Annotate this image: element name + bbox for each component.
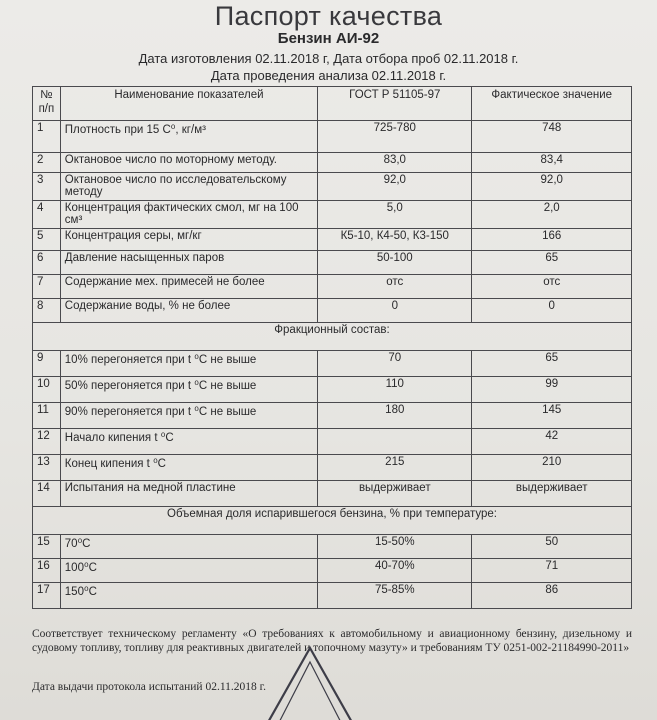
stamp-mark: [250, 640, 370, 720]
row-number: 7: [33, 275, 61, 299]
table-row: [33, 251, 632, 275]
header-gost: ГОСТ Р 51105-97: [318, 87, 472, 121]
indicator-name: 70⁰С: [60, 535, 317, 559]
row-number: 8: [33, 299, 61, 323]
indicator-name: Конец кипения t ⁰С: [60, 455, 317, 481]
gost-norm: 5,0: [318, 201, 472, 229]
table-row: [33, 201, 632, 229]
actual-value: отс: [472, 275, 632, 299]
row-number: 11: [33, 403, 61, 429]
table-row: [33, 121, 632, 153]
actual-value: 0: [472, 299, 632, 323]
gost-norm: отс: [318, 275, 472, 299]
indicator-name: Испытания на медной пластине: [60, 481, 317, 507]
indicator-name: Плотность при 15 С⁰, кг/м³: [60, 121, 317, 153]
issue-date: Дата выдачи протокола испытаний 02.11.2018 г.: [32, 681, 266, 693]
header-num: № п/п: [33, 87, 61, 121]
gost-norm: 40-70%: [318, 559, 472, 583]
gost-norm: [318, 429, 472, 455]
document-title: Паспорт качества: [214, 1, 443, 31]
actual-value: 210: [472, 455, 632, 481]
table-row: [33, 351, 632, 377]
actual-value: 42: [472, 429, 632, 455]
compliance-statement: Соответствует техническому регламенту «О требованиях к автомобильному и авиационному бензину, дизельному и судовому топливу, топливу для реактивных двигателей и топочному мазуту» и требованиям ТУ 0251-002-21184990-2011»: [32, 628, 632, 654]
header-fact: Фактическое значение: [472, 87, 632, 121]
product-name: Бензин АИ-92: [277, 30, 380, 47]
actual-value: 145: [472, 403, 632, 429]
indicator-name: Октановое число по исследовательскому методу: [60, 173, 317, 201]
row-number: 12: [33, 429, 61, 455]
row-number: 4: [33, 201, 61, 229]
gost-norm: К5-10, К4-50, К3-150: [318, 229, 472, 251]
table-row: [33, 153, 632, 173]
gost-norm: 15-50%: [318, 535, 472, 559]
row-number: 5: [33, 229, 61, 251]
table-row: [33, 173, 632, 201]
gost-norm: 50-100: [318, 251, 472, 275]
actual-value: 86: [472, 583, 632, 609]
gost-norm: 75-85%: [318, 583, 472, 609]
gost-norm: 180: [318, 403, 472, 429]
actual-value: 166: [472, 229, 632, 251]
row-number: 13: [33, 455, 61, 481]
section-row: [33, 507, 632, 535]
section-row: [33, 323, 632, 351]
quality-table: [32, 86, 632, 609]
gost-norm: 0: [318, 299, 472, 323]
indicator-name: Содержание воды, % не более: [60, 299, 317, 323]
indicator-name: Концентрация серы, мг/кг: [60, 229, 317, 251]
row-number: 10: [33, 377, 61, 403]
actual-value: 71: [472, 559, 632, 583]
indicator-name: 150⁰С: [60, 583, 317, 609]
row-number: 9: [33, 351, 61, 377]
gost-norm: 725-780: [318, 121, 472, 153]
indicator-name: 90% перегоняется при t ⁰С не выше: [60, 403, 317, 429]
table-row: [33, 535, 632, 559]
indicator-name: 50% перегоняется при t ⁰С не выше: [60, 377, 317, 403]
indicator-name: Начало кипения t ⁰С: [60, 429, 317, 455]
row-number: 6: [33, 251, 61, 275]
indicator-name: 10% перегоняется при t ⁰С не выше: [60, 351, 317, 377]
table-row: [33, 455, 632, 481]
indicator-name: Давление насыщенных паров: [60, 251, 317, 275]
table-row: [33, 481, 632, 507]
row-number: 16: [33, 559, 61, 583]
analysis-date: Дата проведения анализа 02.11.2018 г.: [210, 68, 447, 83]
actual-value: 99: [472, 377, 632, 403]
indicator-name: 100⁰С: [60, 559, 317, 583]
row-number: 1: [33, 121, 61, 153]
table-row: [33, 377, 632, 403]
gost-norm: выдерживает: [318, 481, 472, 507]
table-row: [33, 403, 632, 429]
actual-value: 65: [472, 351, 632, 377]
row-number: 15: [33, 535, 61, 559]
row-number: 17: [33, 583, 61, 609]
row-number: 3: [33, 173, 61, 201]
actual-value: 748: [472, 121, 632, 153]
actual-value: 2,0: [472, 201, 632, 229]
production-sampling-dates: Дата изготовления 02.11.2018 г, Дата отбора проб 02.11.2018 г.: [138, 51, 519, 66]
gost-norm: 215: [318, 455, 472, 481]
actual-value: 92,0: [472, 173, 632, 201]
table-row: [33, 429, 632, 455]
table-row: [33, 583, 632, 609]
section-fraction-heading: Фракционный состав:: [33, 323, 632, 351]
section-volume-heading: Объемная доля испарившегося бензина, % при температуре:: [33, 507, 632, 535]
gost-norm: 110: [318, 377, 472, 403]
row-number: 2: [33, 153, 61, 173]
gost-norm: 70: [318, 351, 472, 377]
table-row: [33, 559, 632, 583]
header-name: Наименование показателей: [60, 87, 317, 121]
actual-value: 50: [472, 535, 632, 559]
actual-value: 83,4: [472, 153, 632, 173]
table-row: [33, 299, 632, 323]
actual-value: выдерживает: [472, 481, 632, 507]
table-row: [33, 275, 632, 299]
gost-norm: 92,0: [318, 173, 472, 201]
indicator-name: Октановое число по моторному методу.: [60, 153, 317, 173]
table-header-row: [33, 87, 632, 121]
table-body: [33, 121, 632, 609]
row-number: 14: [33, 481, 61, 507]
indicator-name: Содержание мех. примесей не более: [60, 275, 317, 299]
gost-norm: 83,0: [318, 153, 472, 173]
actual-value: 65: [472, 251, 632, 275]
indicator-name: Концентрация фактических смол, мг на 100 см³: [60, 201, 317, 229]
table-row: [33, 229, 632, 251]
